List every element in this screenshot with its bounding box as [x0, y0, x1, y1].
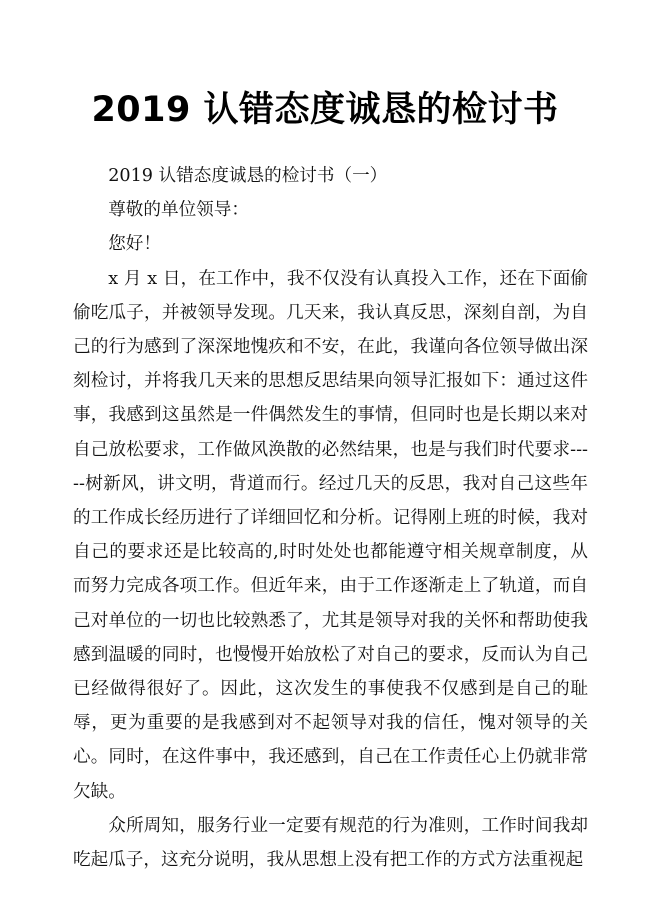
subtitle-paragraph: 2019 认错态度诚恳的检讨书（一） [108, 166, 388, 186]
body-paragraph: 众所周知，服务行业一定要有规范的行为准则，工作时间我却吃起瓜子，这充分说明，我从思想上没有把工作的方式方法重视起 [73, 815, 588, 871]
document-body [73, 159, 588, 877]
document-title: 2019 认错态度诚恳的检讨书 [91, 90, 559, 130]
body-paragraph: x 月 x 日，在工作中，我不仅没有认真投入工作，还在下面偷偷吃瓜子，并被领导发现。几天来，我认真反思，深刻自剖，为自己的行为感到了深深地愧疚和不安，在此，我谨向各位领导做出深刻检讨，并将我几天来的思想反思结果向领导汇报如下：通过这件事，我感到这虽然是一件偶然发生的事情，但同时也是长期以来对自己放松要求，工作做风涣散的必然结果，也是与我们时代要求-----树新风，讲文明，背道而行。经过几天的反思，我对自己这些年的工作成长经历进行了详细回忆和分析。记得刚上班的时候，我对自己的要求还是比较高的,时时处处也都能遵守相关规章制度，从而努力完成各项工作。但近年来，由于工作逐渐走上了轨道，而自己对单位的一切也比较熟悉了，尤其是领导对我的关怀和帮助使我感到温暖的同时，也慢慢开始放松了对自己的要求，反而认为自己已经做得很好了。因此，这次发生的事使我不仅感到是自己的耻辱，更为重要的是我感到对不起领导对我的信任，愧对领导的关心。同时，在这件事中，我还感到，自己在工作责任心上仍就非常欠缺。 [73, 268, 588, 802]
salutation-paragraph: 尊敬的单位领导： [108, 200, 249, 221]
greeting-paragraph: 您好！ [108, 234, 161, 255]
